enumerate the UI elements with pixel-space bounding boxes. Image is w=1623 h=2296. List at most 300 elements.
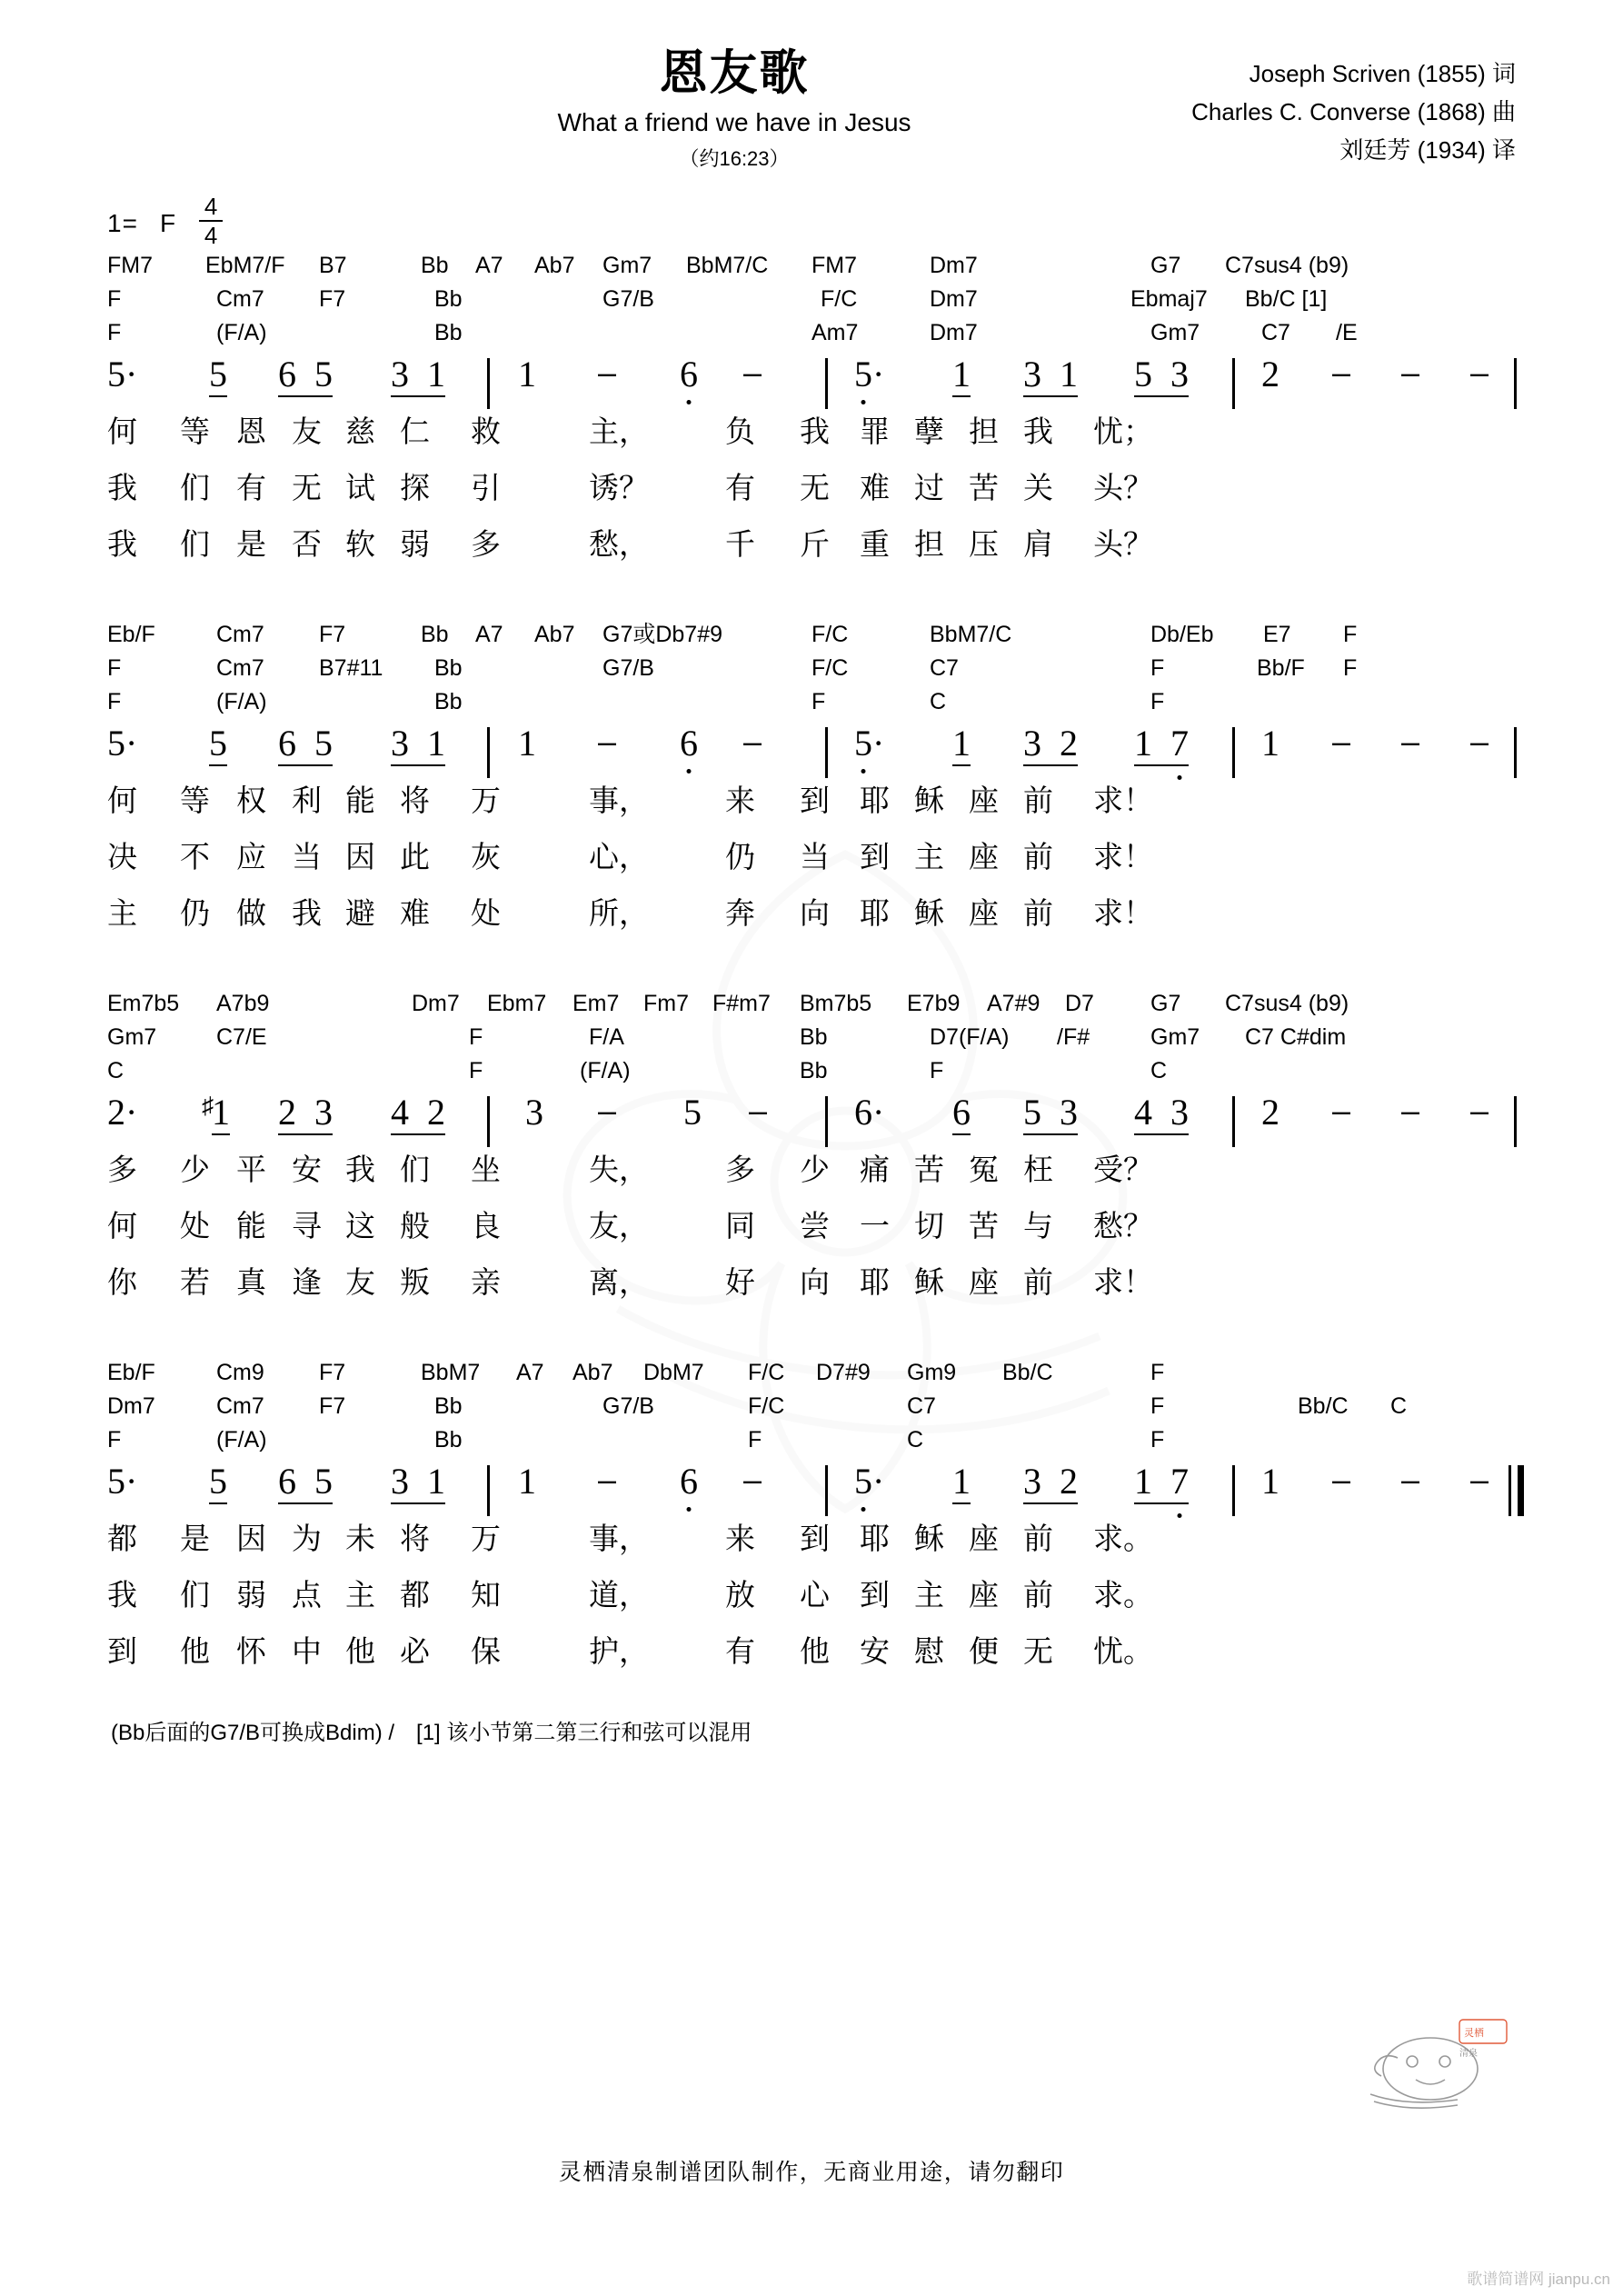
chord-symbol: Db/Eb <box>1150 622 1214 647</box>
seal-text: 灵栖 <box>1464 2028 1484 2039</box>
chord-symbol: C7sus4 (b9) <box>1225 991 1349 1016</box>
chord-symbol: C7/E <box>216 1024 267 1050</box>
chord-grid-1 <box>107 255 1516 356</box>
chord-symbol: C <box>907 1427 924 1452</box>
chord-symbol: A7 <box>475 622 503 647</box>
note-group: 5 3 <box>1023 1094 1078 1135</box>
note-group: 3 2 <box>1023 1463 1078 1504</box>
lyric-syllable: 难 <box>400 896 430 930</box>
lyric-syllable: 慰 <box>914 1634 944 1668</box>
note-group: 1 7 <box>1134 1463 1189 1504</box>
lyric-syllable: 恩 <box>236 414 266 448</box>
lyric-syllable: 多 <box>725 1153 755 1186</box>
chord-symbol: F <box>1150 655 1165 681</box>
lyric-syllable: 苦 <box>914 1153 944 1186</box>
lyric-syllable: 护， <box>589 1634 649 1668</box>
lyric-syllable: 友， <box>589 1209 649 1243</box>
chord-symbol: F <box>1150 1393 1165 1419</box>
chord-symbol: Dm7 <box>930 253 978 278</box>
chord-symbol: G7/B <box>602 655 654 681</box>
lyric-syllable: 般 <box>400 1209 430 1243</box>
lyric-syllable: 主 <box>107 896 137 930</box>
chord-symbol: F <box>812 689 826 714</box>
lyric-syllable: 与 <box>1023 1209 1053 1243</box>
header <box>107 0 1516 209</box>
note-sustain-dash: – <box>1401 1092 1420 1129</box>
note-sustain-dash: – <box>598 354 617 391</box>
notation-row-1 <box>107 356 1516 416</box>
note-group: 3 2 <box>1023 725 1078 766</box>
note-sustain-dash: – <box>1470 1461 1489 1498</box>
note-sustain-dash: – <box>1470 354 1489 391</box>
notation-row-4 <box>107 1463 1516 1523</box>
lyric-syllable: 能 <box>236 1209 266 1243</box>
note: 5· <box>107 1461 138 1502</box>
note-group: 2 3 <box>278 1094 333 1135</box>
lyric-syllable: 处 <box>180 1209 210 1243</box>
note: 5· <box>107 723 138 764</box>
chord-symbol: Em7b5 <box>107 991 180 1016</box>
lyric-syllable: 有 <box>236 471 266 504</box>
chord-symbol: Dm7 <box>930 320 978 345</box>
lyric-syllable: 有 <box>725 471 755 504</box>
chord-symbol: A7 <box>516 1360 544 1385</box>
lyric-syllable: 我 <box>345 1153 375 1186</box>
chord-symbol: Bb/C <box>1002 1360 1053 1385</box>
lyric-syllable: 若 <box>180 1265 210 1299</box>
chord-symbol: Eb/F <box>107 1360 155 1385</box>
barline <box>1232 1465 1235 1516</box>
lyric-syllable: 稣 <box>914 1522 944 1555</box>
note: 2 <box>1261 1092 1279 1133</box>
lyric-syllable: 等 <box>180 414 210 448</box>
chord-symbol: C7 <box>1261 320 1290 345</box>
chord-symbol: Ab7 <box>534 622 575 647</box>
lyric-syllable: 同 <box>725 1209 755 1243</box>
lyric-syllable: 真 <box>236 1265 266 1299</box>
note-sustain-dash: – <box>1332 1092 1351 1129</box>
barline <box>1514 727 1517 778</box>
chord-symbol: EbM7/F <box>205 253 285 278</box>
note: 6 <box>680 354 698 394</box>
chord-symbol: C7sus4 (b9) <box>1225 253 1349 278</box>
page-title: 恩友歌 <box>659 46 810 100</box>
lyric-syllable: 前 <box>1023 896 1053 930</box>
note: 1 <box>1261 1461 1279 1502</box>
chord-symbol: Bb <box>421 253 449 278</box>
chord-symbol: Bb/C [1] <box>1245 286 1328 312</box>
lyric-syllable: 主 <box>914 840 944 873</box>
time-signature <box>199 195 223 247</box>
chord-symbol: Ebmaj7 <box>1130 286 1208 312</box>
chord-symbol: F <box>107 286 122 312</box>
lyric-syllable: 保 <box>471 1634 501 1668</box>
credit-composer: Charles C. Converse (1868) 曲 <box>1191 98 1516 126</box>
chord-symbol: Cm9 <box>216 1360 264 1385</box>
lyric-syllable: 们 <box>180 527 210 561</box>
music-system-2 <box>107 624 1516 954</box>
lyric-syllable: 千 <box>725 527 755 561</box>
chord-symbol: Bb <box>434 286 463 312</box>
chord-symbol: D7#9 <box>816 1360 871 1385</box>
chord-symbol: G7/B <box>602 286 654 312</box>
lyric-syllable: 离， <box>589 1265 649 1299</box>
lyric-syllable: 压 <box>969 527 999 561</box>
lyric-syllable: 平 <box>236 1153 266 1186</box>
barline <box>1514 358 1517 409</box>
lyric-syllable: 们 <box>400 1153 430 1186</box>
note-sustain-dash: – <box>1401 1461 1420 1498</box>
chord-symbol: Bm7b5 <box>800 991 872 1016</box>
lyric-syllable: 到 <box>860 1578 890 1612</box>
lyric-syllable: 一 <box>860 1209 890 1243</box>
barline <box>825 1465 828 1516</box>
note: 1 <box>952 1463 971 1504</box>
chord-symbol: Bb <box>421 622 449 647</box>
lyric-syllable: 们 <box>180 471 210 504</box>
note-sustain-dash: – <box>743 723 762 760</box>
chord-grid-2 <box>107 624 1516 725</box>
notation-row-2 <box>107 725 1516 785</box>
lyric-syllable: 友 <box>345 1265 375 1299</box>
lyric-syllable: 无 <box>292 471 322 504</box>
lyric-syllable: 座 <box>969 784 999 817</box>
lyric-syllable: 失， <box>589 1153 649 1186</box>
lyric-syllable: 为 <box>292 1522 322 1555</box>
lyric-syllable: 求！ <box>1093 1265 1153 1299</box>
chord-symbol: Ebm7 <box>487 991 547 1016</box>
lyric-syllable: 头？ <box>1093 471 1153 504</box>
lyric-syllable: 头？ <box>1093 527 1153 561</box>
note: 1 <box>518 354 536 394</box>
chord-symbol: F#m7 <box>712 991 771 1016</box>
lyric-syllable: 引 <box>471 471 501 504</box>
lyric-syllable: 都 <box>107 1522 137 1555</box>
lyric-syllable: 苦 <box>969 1209 999 1243</box>
lyric-syllable: 稣 <box>914 1265 944 1299</box>
chord-symbol: F <box>1150 1427 1165 1452</box>
lyric-syllable: 事， <box>589 784 649 817</box>
lyric-syllable: 否 <box>292 527 322 561</box>
chord-symbol: (F/A) <box>216 1427 267 1452</box>
lyric-syllable: 无 <box>800 471 830 504</box>
note-sharp: ♯1 <box>202 1094 230 1135</box>
lyric-syllable: 主 <box>345 1578 375 1612</box>
song-subtitle: What a friend we have in Jesus <box>557 108 911 137</box>
lyric-syllable: 到 <box>860 840 890 873</box>
lyric-syllable: 好 <box>725 1265 755 1299</box>
chord-symbol: FM7 <box>107 253 153 278</box>
chord-symbol: Dm7 <box>107 1393 155 1419</box>
lyric-syllable: 冤 <box>969 1153 999 1186</box>
barline <box>1232 358 1235 409</box>
credits-block <box>1191 55 1516 169</box>
chord-symbol: (F/A) <box>216 320 267 345</box>
chord-symbol: C <box>1150 1058 1168 1083</box>
lyric-syllable: 主， <box>589 414 649 448</box>
lyric-syllable: 道， <box>589 1578 649 1612</box>
lyric-syllable: 何 <box>107 1209 137 1243</box>
lyric-syllable: 座 <box>969 1522 999 1555</box>
lyric-syllable: 怀 <box>236 1634 266 1668</box>
lyric-syllable: 过 <box>914 471 944 504</box>
lyric-syllable: 稣 <box>914 896 944 930</box>
lyric-syllable: 你 <box>107 1265 137 1299</box>
time-signature-numerator: 4 <box>204 193 218 220</box>
lyric-syllable: 罪 <box>860 414 890 448</box>
chord-symbol: Gm7 <box>1150 1024 1200 1050</box>
lyric-syllable: 向 <box>800 896 830 930</box>
lyric-syllable: 此 <box>400 840 430 873</box>
chord-symbol: G7 <box>1150 253 1181 278</box>
barline <box>487 1096 490 1147</box>
chord-symbol: /F# <box>1057 1024 1090 1050</box>
chord-symbol: F <box>469 1058 483 1083</box>
lyric-syllable: 因 <box>236 1522 266 1555</box>
lyric-syllable: 将 <box>400 784 430 817</box>
lyric-syllable: 前 <box>1023 1522 1053 1555</box>
chord-symbol: F <box>748 1427 762 1452</box>
lyric-syllable: 慈 <box>345 414 375 448</box>
chord-symbol: D7 <box>1065 991 1094 1016</box>
lyric-line-2-1 <box>107 785 1516 842</box>
chord-symbol: (F/A) <box>216 689 267 714</box>
note-sustain-dash: – <box>743 1461 762 1498</box>
note-sustain-dash: – <box>598 1092 617 1129</box>
lyric-syllable: 事， <box>589 1522 649 1555</box>
lyric-syllable: 放 <box>725 1578 755 1612</box>
chord-symbol: E7 <box>1263 622 1291 647</box>
chord-symbol: A7 <box>475 253 503 278</box>
lyric-syllable: 良 <box>471 1209 501 1243</box>
lyric-syllable: 弱 <box>400 527 430 561</box>
lyric-syllable: 求！ <box>1093 896 1153 930</box>
lyric-syllable: 担 <box>914 527 944 561</box>
lyric-syllable: 多 <box>107 1153 137 1186</box>
chord-symbol: C <box>930 689 947 714</box>
lyric-syllable: 心 <box>800 1578 830 1612</box>
lyric-line-4-1 <box>107 1523 1516 1580</box>
lyric-syllable: 来 <box>725 784 755 817</box>
note-sustain-dash: – <box>1332 723 1351 760</box>
chord-symbol: Eb/F <box>107 622 155 647</box>
chord-symbol: E7b9 <box>907 991 961 1016</box>
lyric-line-1-3 <box>107 529 1516 585</box>
chord-symbol: F <box>1343 655 1358 681</box>
note-group: 6 5 <box>278 356 333 397</box>
lyric-syllable: 叛 <box>400 1265 430 1299</box>
lyric-syllable: 因 <box>345 840 375 873</box>
chord-symbol: Bb <box>434 320 463 345</box>
lyric-syllable: 前 <box>1023 1265 1053 1299</box>
lyric-syllable: 当 <box>800 840 830 873</box>
chord-symbol: Ab7 <box>573 1360 613 1385</box>
lyric-line-3-3 <box>107 1267 1516 1323</box>
note: 1 <box>518 723 536 764</box>
barline <box>825 358 828 409</box>
key-label: 1= <box>107 209 138 237</box>
note-sustain-dash: – <box>598 1461 617 1498</box>
producer-seal-icon <box>1343 2014 1516 2114</box>
lyric-syllable: 点 <box>292 1578 322 1612</box>
note: 5· <box>107 354 138 394</box>
chord-symbol: BbM7/C <box>930 622 1012 647</box>
lyric-syllable: 主 <box>914 1578 944 1612</box>
chord-symbol: C <box>1390 1393 1408 1419</box>
lyric-syllable: 必 <box>400 1634 430 1668</box>
lyric-syllable: 到 <box>800 1522 830 1555</box>
chord-symbol: Gm7 <box>602 253 652 278</box>
lyric-syllable: 受？ <box>1093 1153 1153 1186</box>
lyric-line-4-2 <box>107 1580 1516 1636</box>
lyric-line-2-2 <box>107 842 1516 898</box>
lyric-syllable: 做 <box>236 896 266 930</box>
chord-symbol: F/C <box>821 286 858 312</box>
lyric-syllable: 座 <box>969 1578 999 1612</box>
lyric-syllable: 愁， <box>589 527 649 561</box>
lyric-syllable: 寻 <box>292 1209 322 1243</box>
lyric-syllable: 便 <box>969 1634 999 1668</box>
note: 1 <box>1261 723 1279 764</box>
chord-symbol: Dm7 <box>930 286 978 312</box>
chord-symbol: F <box>107 320 122 345</box>
lyric-syllable: 难 <box>860 471 890 504</box>
chord-symbol: F <box>1150 689 1165 714</box>
chord-symbol: Cm7 <box>216 622 264 647</box>
note-sustain-dash: – <box>1401 723 1420 760</box>
chord-symbol: Gm7 <box>107 1024 157 1050</box>
note-group: 4 2 <box>391 1094 445 1135</box>
note: 5 <box>209 356 227 397</box>
key-tonic: F <box>159 209 176 237</box>
lyric-syllable: 万 <box>471 1522 501 1555</box>
lyric-syllable: 万 <box>471 784 501 817</box>
note: 2 <box>1261 354 1279 394</box>
chord-symbol: Dm7 <box>412 991 460 1016</box>
note: 5 <box>209 1463 227 1504</box>
lyric-syllable: 是 <box>180 1522 210 1555</box>
chord-symbol: F <box>107 689 122 714</box>
lyric-syllable: 稣 <box>914 784 944 817</box>
barline <box>825 727 828 778</box>
seal-subtext: 清泉 <box>1459 2049 1478 2059</box>
note-group: 6 5 <box>278 1463 333 1504</box>
lyric-syllable: 仍 <box>725 840 755 873</box>
barline <box>1514 1096 1517 1147</box>
lyric-syllable: 斤 <box>800 527 830 561</box>
lyric-syllable: 我 <box>107 1578 137 1612</box>
lyric-syllable: 探 <box>400 471 430 504</box>
lyric-syllable: 耶 <box>860 1265 890 1299</box>
chord-symbol: Gm7 <box>1150 320 1200 345</box>
lyric-syllable: 忧。 <box>1093 1634 1153 1668</box>
lyric-syllable: 我 <box>292 896 322 930</box>
lyric-syllable: 肩 <box>1023 527 1053 561</box>
lyric-syllable: 少 <box>180 1153 210 1186</box>
lyric-syllable: 尝 <box>800 1209 830 1243</box>
time-signature-denominator: 4 <box>204 222 218 249</box>
barline <box>487 1465 490 1516</box>
note-sustain-dash: – <box>1332 354 1351 391</box>
chord-symbol: Bb <box>434 689 463 714</box>
chord-symbol: Cm7 <box>216 655 264 681</box>
lyric-syllable: 知 <box>471 1578 501 1612</box>
note-group: 1 7 <box>1134 725 1189 766</box>
chord-symbol: Bb/F <box>1257 655 1305 681</box>
chord-symbol: Cm7 <box>216 1393 264 1419</box>
note-group: 3 1 <box>391 356 445 397</box>
note-sustain-dash: – <box>1470 723 1489 760</box>
lyric-syllable: 向 <box>800 1265 830 1299</box>
lyric-line-3-2 <box>107 1211 1516 1267</box>
chord-symbol: C7 <box>907 1393 936 1419</box>
lyric-syllable: 何 <box>107 784 137 817</box>
lyric-syllable: 孽 <box>914 414 944 448</box>
lyric-syllable: 仍 <box>180 896 210 930</box>
chord-symbol: C7 <box>930 655 959 681</box>
lyric-syllable: 无 <box>1023 1634 1053 1668</box>
lyric-syllable: 我 <box>1023 414 1053 448</box>
lyric-syllable: 软 <box>345 527 375 561</box>
chord-symbol: Ab7 <box>534 253 575 278</box>
music-system-1 <box>107 255 1516 585</box>
lyric-syllable: 我 <box>107 527 137 561</box>
lyric-line-4-3 <box>107 1636 1516 1692</box>
lyric-line-1-1 <box>107 416 1516 473</box>
lyric-syllable: 决 <box>107 840 137 873</box>
chord-symbol: Fm7 <box>643 991 689 1016</box>
lyric-syllable: 耶 <box>860 896 890 930</box>
chord-symbol: D7(F/A) <box>930 1024 1010 1050</box>
chord-symbol: Bb <box>434 1393 463 1419</box>
lyric-syllable: 仁 <box>400 414 430 448</box>
lyric-syllable: 求。 <box>1093 1578 1153 1612</box>
chord-symbol: F/C <box>748 1360 785 1385</box>
lyric-syllable: 负 <box>725 414 755 448</box>
barline <box>1232 727 1235 778</box>
chord-symbol: C <box>107 1058 124 1083</box>
lyric-line-3-1 <box>107 1154 1516 1211</box>
note: 6 <box>680 723 698 764</box>
note-group: 3 1 <box>1023 356 1078 397</box>
lyric-syllable: 我 <box>800 414 830 448</box>
lyric-syllable: 到 <box>800 784 830 817</box>
chord-symbol: G7或Db7#9 <box>602 622 723 647</box>
lyric-syllable: 安 <box>292 1153 322 1186</box>
chord-symbol: Bb <box>434 655 463 681</box>
chord-symbol: /E <box>1336 320 1358 345</box>
chord-symbol: F <box>107 1427 122 1452</box>
lyric-syllable: 都 <box>400 1578 430 1612</box>
chord-symbol: DbM7 <box>643 1360 704 1385</box>
lyric-syllable: 试 <box>345 471 375 504</box>
chord-symbol: Bb <box>800 1024 828 1050</box>
note: 1 <box>952 725 971 766</box>
note: 6 <box>952 1094 971 1135</box>
barline <box>825 1096 828 1147</box>
lyric-syllable: 愁？ <box>1093 1209 1153 1243</box>
chord-symbol: B7 <box>319 253 347 278</box>
lyric-syllable: 耶 <box>860 784 890 817</box>
note: 1 <box>518 1461 536 1502</box>
lyric-syllable: 求！ <box>1093 784 1153 817</box>
lyric-syllable: 心， <box>589 840 649 873</box>
chord-symbol: Em7 <box>573 991 620 1016</box>
barline <box>487 358 490 409</box>
note-sustain-dash: – <box>1401 354 1420 391</box>
chord-symbol: A7b9 <box>216 991 270 1016</box>
lyric-syllable: 有 <box>725 1634 755 1668</box>
